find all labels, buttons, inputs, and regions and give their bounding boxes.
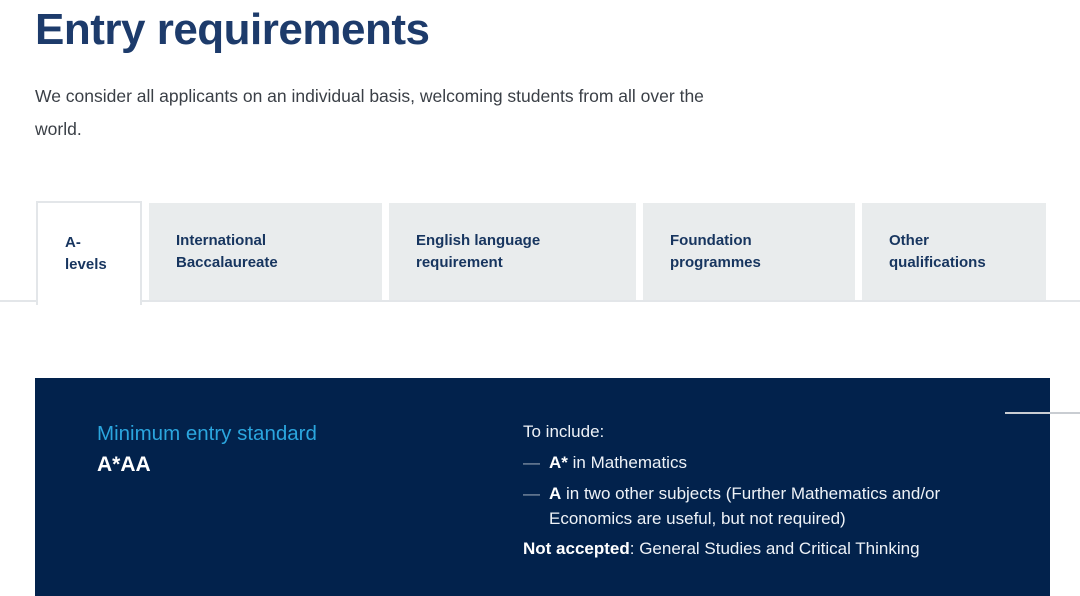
qualification-tabs [0, 202, 1080, 302]
tab-label: A-levels [65, 234, 107, 274]
include-label: To include: [523, 422, 605, 442]
intro-text: We consider all applicants on an individual basis, welcoming students from all over the world. [35, 86, 704, 140]
tab-english-language-requirement[interactable] [389, 203, 636, 300]
tab-a-levels[interactable] [36, 201, 142, 305]
panel-right-column [523, 420, 988, 596]
panel-left-column [97, 420, 523, 596]
requirement-item [523, 481, 988, 531]
minimum-entry-standard-label: Minimum entry standard [97, 422, 317, 446]
requirement-text: A in two other subjects (Further Mathematics and/or Economics are useful, but not required) [549, 484, 941, 529]
tab-international-baccalaureate[interactable] [149, 203, 382, 300]
tab-foundation-programmes[interactable] [643, 203, 855, 300]
tab-other-qualifications[interactable] [862, 203, 1046, 300]
requirement-text: A* in Mathematics [549, 453, 687, 473]
requirements-list [523, 450, 988, 531]
decorative-divider-line [1005, 412, 1080, 414]
tab-label: Foundation programmes [670, 231, 761, 271]
requirement-item [523, 450, 988, 475]
tab-label: English language requirement [416, 231, 541, 271]
tab-label: Other qualifications [889, 231, 986, 271]
grade-value: A*AA [97, 453, 151, 477]
a-levels-requirements-panel [35, 378, 1050, 596]
page-title: Entry requirements [35, 5, 430, 54]
dash-bullet-icon: — [523, 453, 540, 473]
dash-bullet-icon: — [523, 484, 540, 504]
not-accepted-note: Not accepted: General Studies and Critical Thinking [523, 539, 920, 559]
tab-label: International Baccalaureate [176, 231, 278, 271]
